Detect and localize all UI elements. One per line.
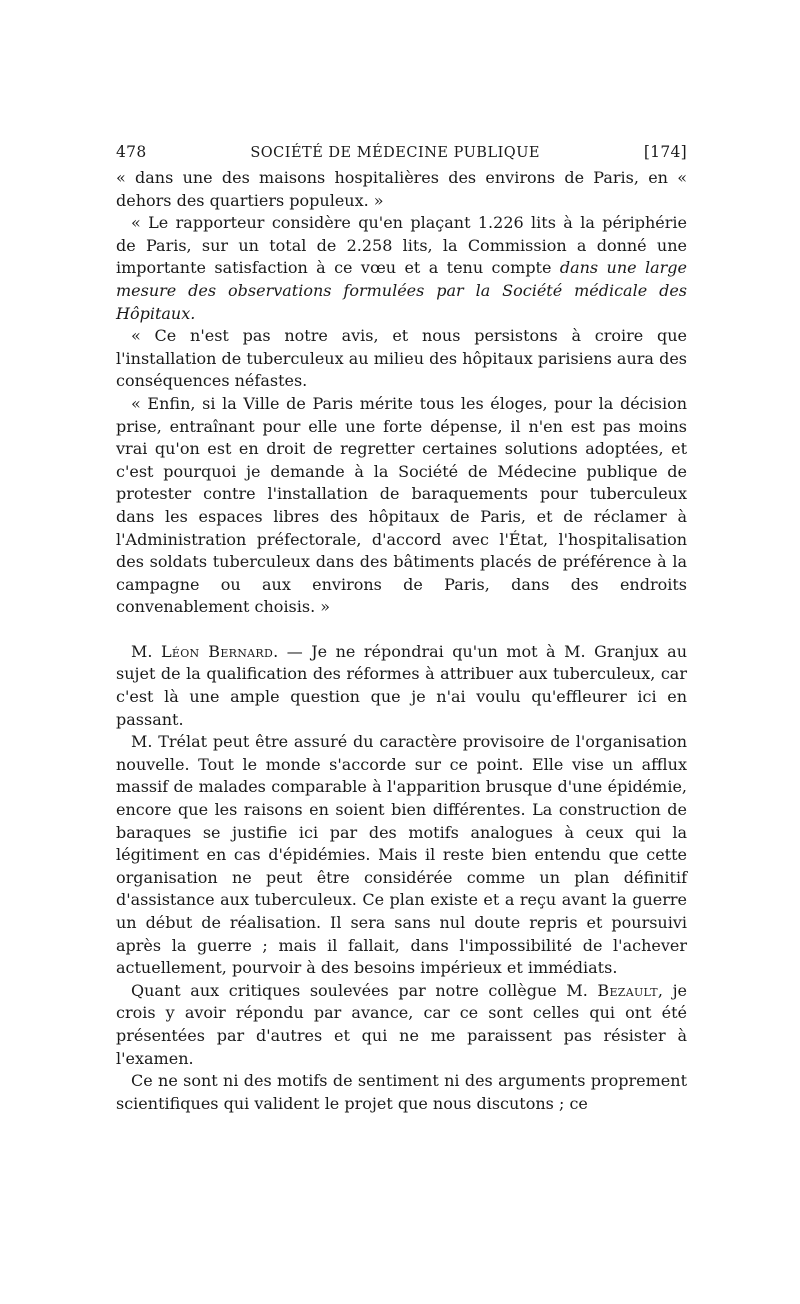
quote-paragraph-3: « Ce n'est pas notre avis, et nous persistons à croire que l'installation de tuberculeux au milieu des hôpitaux parisiens aura des conséquences néfastes. — [116, 326, 687, 391]
reply-paragraph-3-rest: , je crois y avoir répondu par avance, car ce sont celles qui ont été présentées par d'autres et qui ne me paraissent pas résister à l'examen. — [116, 980, 687, 1068]
reply-paragraph-3 — [116, 980, 687, 1070]
bracket-number: [174] — [643, 143, 687, 161]
speaker-name: Léon Bernard — [160, 641, 274, 661]
quote-paragraph-2 — [116, 212, 687, 325]
quote-paragraph-1: « dans une des maisons hospitalières des environs de Paris, en « dehors des quartiers populeux. » — [116, 168, 687, 210]
reply-paragraph-4: Ce ne sont ni des motifs de sentiment ni des arguments proprement scientifiques qui valident le projet que nous discutons ; ce — [116, 1071, 687, 1113]
running-header — [116, 143, 687, 161]
page-number: 478 — [116, 143, 147, 161]
reply-paragraph-3-start: Quant aux critiques soulevées par notre collègue M. — [131, 980, 598, 1000]
quote-paragraph-2-text: « Le rapporteur considère qu'en plaçant 1.226 lits à la périphérie de Paris, sur un total de 2.258 lits, la Commission a donné une importante satisfaction à ce vœu et a tenu compte — [116, 213, 687, 278]
reply-paragraph-2: M. Trélat peut être assuré du caractère provisoire de l'organisation nouvelle. Tout le monde s'accorde sur ce point. Elle vise un afflux massif de malades comparable à l'apparition brusque d'une épidémie, encore que les raisons en soient bien différentes. La construction de baraques se justifie ici par des motifs analogues à ceux qui la légitiment en cas d'épidémies. Mais il reste bien entendu que cette organisation ne peut être considérée comme un plan définitif d'assistance aux tuberculeux. Ce plan existe et a reçu avant la guerre un début de réalisation. Il sera sans nul doute repris et poursuivi après la guerre ; mais il fallait, dans l'impossibilité de l'achever actuellement, pourvoir à des besoins impérieux et immédiats. — [116, 732, 687, 978]
reply-paragraph-1-text: . — Je ne répondrai qu'un mot à M. Granjux au sujet de la qualification des réformes à attribuer aux tuberculeux, car c'est là une ample question que je n'ai voulu qu'effleurer ici en passant. — [116, 641, 687, 729]
colleague-name: Bezault — [597, 980, 658, 1000]
section-spacer — [116, 619, 687, 641]
quote-paragraph-4: « Enfin, si la Ville de Paris mérite tous les éloges, pour la décision prise, entraînant pour elle une forte dépense, il n'en est pas moins vrai qu'on est en droit de regretter certaines solutions adoptées, et c'est pourquoi je demande à la Société de Médecine publique de protester contre l'installation de baraquements pour tuberculeux dans les espaces libres des hôpitaux de Paris, et de réclamer à l'Administration préfectorale, d'accord avec l'État, l'hospitalisation des soldats tuberculeux dans des bâtiments placés de préférence à la campagne ou aux environs de Paris, dans des endroits convenablement choisis. » — [116, 393, 687, 617]
speaker-prefix: M. — [131, 641, 161, 661]
body-text — [116, 167, 687, 1115]
running-title: SOCIÉTÉ DE MÉDECINE PUBLIQUE — [250, 145, 540, 161]
book-page — [116, 143, 687, 1115]
quote-paragraph-2-italic: dans une large mesure des observations formulées par la Société médicale des Hôpitaux. — [116, 258, 688, 323]
reply-paragraph-1 — [116, 641, 687, 731]
